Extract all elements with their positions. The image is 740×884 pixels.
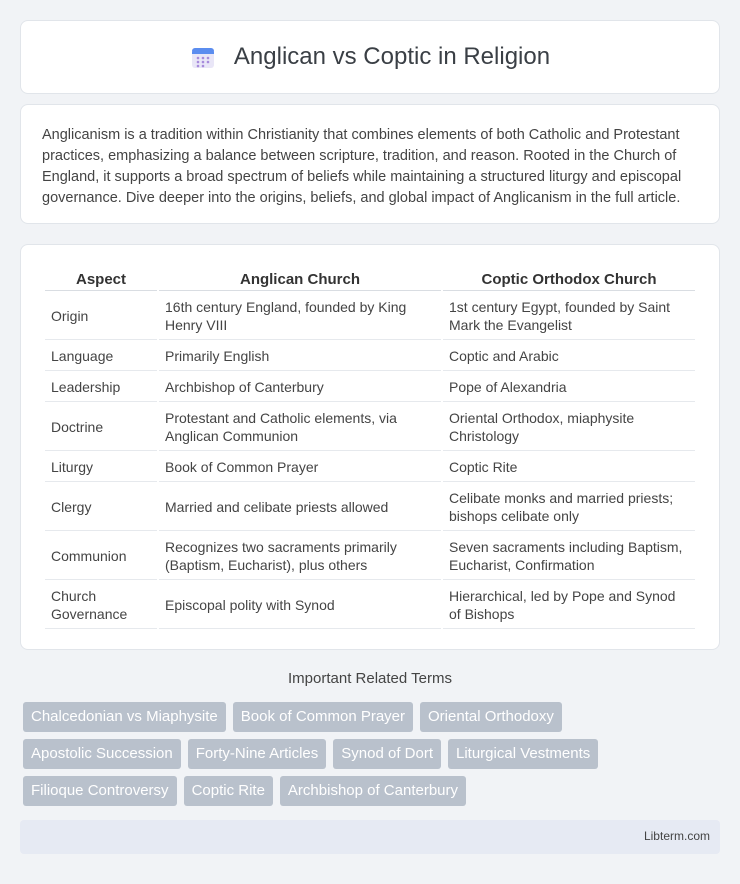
tag-synod-of-dort[interactable]: Synod of Dort	[333, 739, 441, 769]
related-terms-list	[23, 702, 723, 813]
cell-aspect: Clergy	[45, 484, 157, 531]
table-row	[45, 342, 695, 371]
tag-row	[23, 739, 723, 769]
table-row	[45, 582, 695, 629]
footer-site-link[interactable]: Libterm.com	[643, 829, 710, 843]
column-header-aspect: Aspect	[45, 267, 157, 291]
tag-liturgical-vestments[interactable]: Liturgical Vestments	[448, 739, 598, 769]
cell-aspect: Doctrine	[45, 404, 157, 451]
cell-aspect: Communion	[45, 533, 157, 580]
tag-book-of-common-prayer[interactable]: Book of Common Prayer	[233, 702, 413, 732]
related-terms-heading: Important Related Terms	[288, 670, 452, 687]
table-row	[45, 453, 695, 482]
intro-card	[20, 104, 720, 224]
tag-coptic-rite[interactable]: Coptic Rite	[184, 776, 273, 806]
cell-aspect: Language	[45, 342, 157, 371]
comparison-card	[20, 244, 720, 650]
cell-anglican: Recognizes two sacraments primarily (Baptism, Eucharist), plus others	[159, 533, 441, 580]
cell-coptic: Hierarchical, led by Pope and Synod of Bishops	[443, 582, 695, 629]
cell-aspect: Leadership	[45, 373, 157, 402]
header-card	[20, 20, 720, 94]
cell-coptic: Coptic and Arabic	[443, 342, 695, 371]
cell-anglican: Married and celibate priests allowed	[159, 484, 441, 531]
cell-anglican: Book of Common Prayer	[159, 453, 441, 482]
cell-coptic: Oriental Orthodox, miaphysite Christology	[443, 404, 695, 451]
column-header-coptic: Coptic Orthodox Church	[443, 267, 695, 291]
cell-anglican: Episcopal polity with Synod	[159, 582, 441, 629]
cell-aspect: Origin	[45, 293, 157, 340]
tag-archbishop-of-canterbury[interactable]: Archbishop of Canterbury	[280, 776, 466, 806]
tag-oriental-orthodoxy[interactable]: Oriental Orthodoxy	[420, 702, 562, 732]
tag-chalcedonian-vs-miaphysite[interactable]: Chalcedonian vs Miaphysite	[23, 702, 226, 732]
cell-coptic: Pope of Alexandria	[443, 373, 695, 402]
calendar-icon	[190, 44, 216, 70]
tag-row	[23, 702, 723, 732]
footer	[20, 820, 720, 854]
table-row	[45, 533, 695, 580]
page-title: Anglican vs Coptic in Religion	[233, 43, 551, 70]
tag-row	[23, 776, 723, 806]
comparison-table	[43, 265, 697, 631]
title-wrap	[190, 43, 550, 71]
column-header-anglican: Anglican Church	[159, 267, 441, 291]
cell-coptic: 1st century Egypt, founded by Saint Mark the Evangelist	[443, 293, 695, 340]
cell-aspect: Church Governance	[45, 582, 157, 629]
cell-coptic: Seven sacraments including Baptism, Eucharist, Confirmation	[443, 533, 695, 580]
tag-forty-nine-articles[interactable]: Forty-Nine Articles	[188, 739, 327, 769]
cell-anglican: Archbishop of Canterbury	[159, 373, 441, 402]
cell-coptic: Coptic Rite	[443, 453, 695, 482]
cell-aspect: Liturgy	[45, 453, 157, 482]
intro-text: Anglicanism is a tradition within Christianity that combines elements of both Catholic and Protestant practices, emphasizing a balance between scripture, tradition, and reason. Rooted in the Church of England, it supports a broad spectrum of beliefs while maintaining a structured liturgy and episcopal governance. Dive deeper into the origins, beliefs, and global impact of Anglicanism in the full article.	[42, 127, 682, 206]
table-row	[45, 373, 695, 402]
table-header-row	[45, 267, 695, 291]
table-row	[45, 404, 695, 451]
cell-coptic: Celibate monks and married priests; bishops celibate only	[443, 484, 695, 531]
cell-anglican: 16th century England, founded by King Henry VIII	[159, 293, 441, 340]
table-row	[45, 293, 695, 340]
cell-anglican: Primarily English	[159, 342, 441, 371]
tag-apostolic-succession[interactable]: Apostolic Succession	[23, 739, 181, 769]
tag-filioque-controversy[interactable]: Filioque Controversy	[23, 776, 177, 806]
table-row	[45, 484, 695, 531]
cell-anglican: Protestant and Catholic elements, via Anglican Communion	[159, 404, 441, 451]
